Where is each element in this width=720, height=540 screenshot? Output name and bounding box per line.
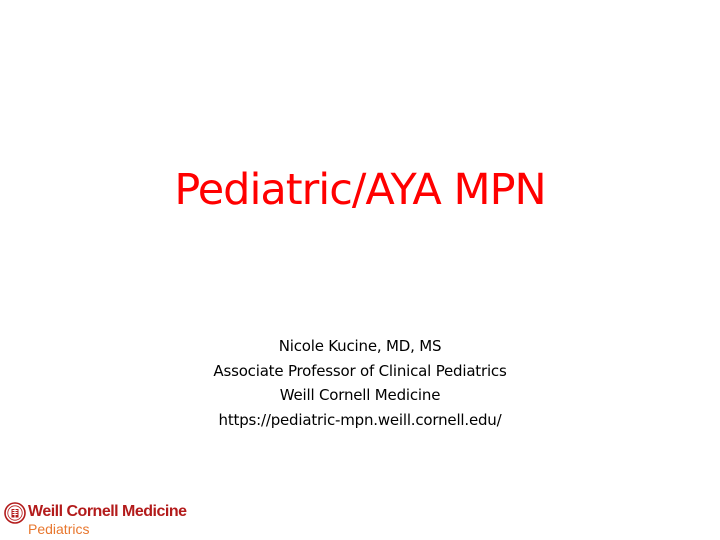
- presenter-name: Nicole Kucine, MD, MS: [278, 337, 442, 355]
- institution-logo: [4, 500, 304, 540]
- cornell-seal-icon: [4, 502, 26, 524]
- logo-name: Weill Cornell Medicine: [28, 503, 187, 520]
- slide-subtitle: [0, 334, 720, 432]
- slide-title: Pediatric/AYA MPN: [174, 165, 546, 215]
- presenter-position: Associate Professor of Clinical Pediatrics: [213, 361, 507, 380]
- logo-department: Pediatrics: [28, 521, 90, 537]
- presenter-website: https://pediatric-mpn.weill.cornell.edu/: [218, 410, 502, 429]
- presenter-institution: Weill Cornell Medicine: [279, 386, 441, 404]
